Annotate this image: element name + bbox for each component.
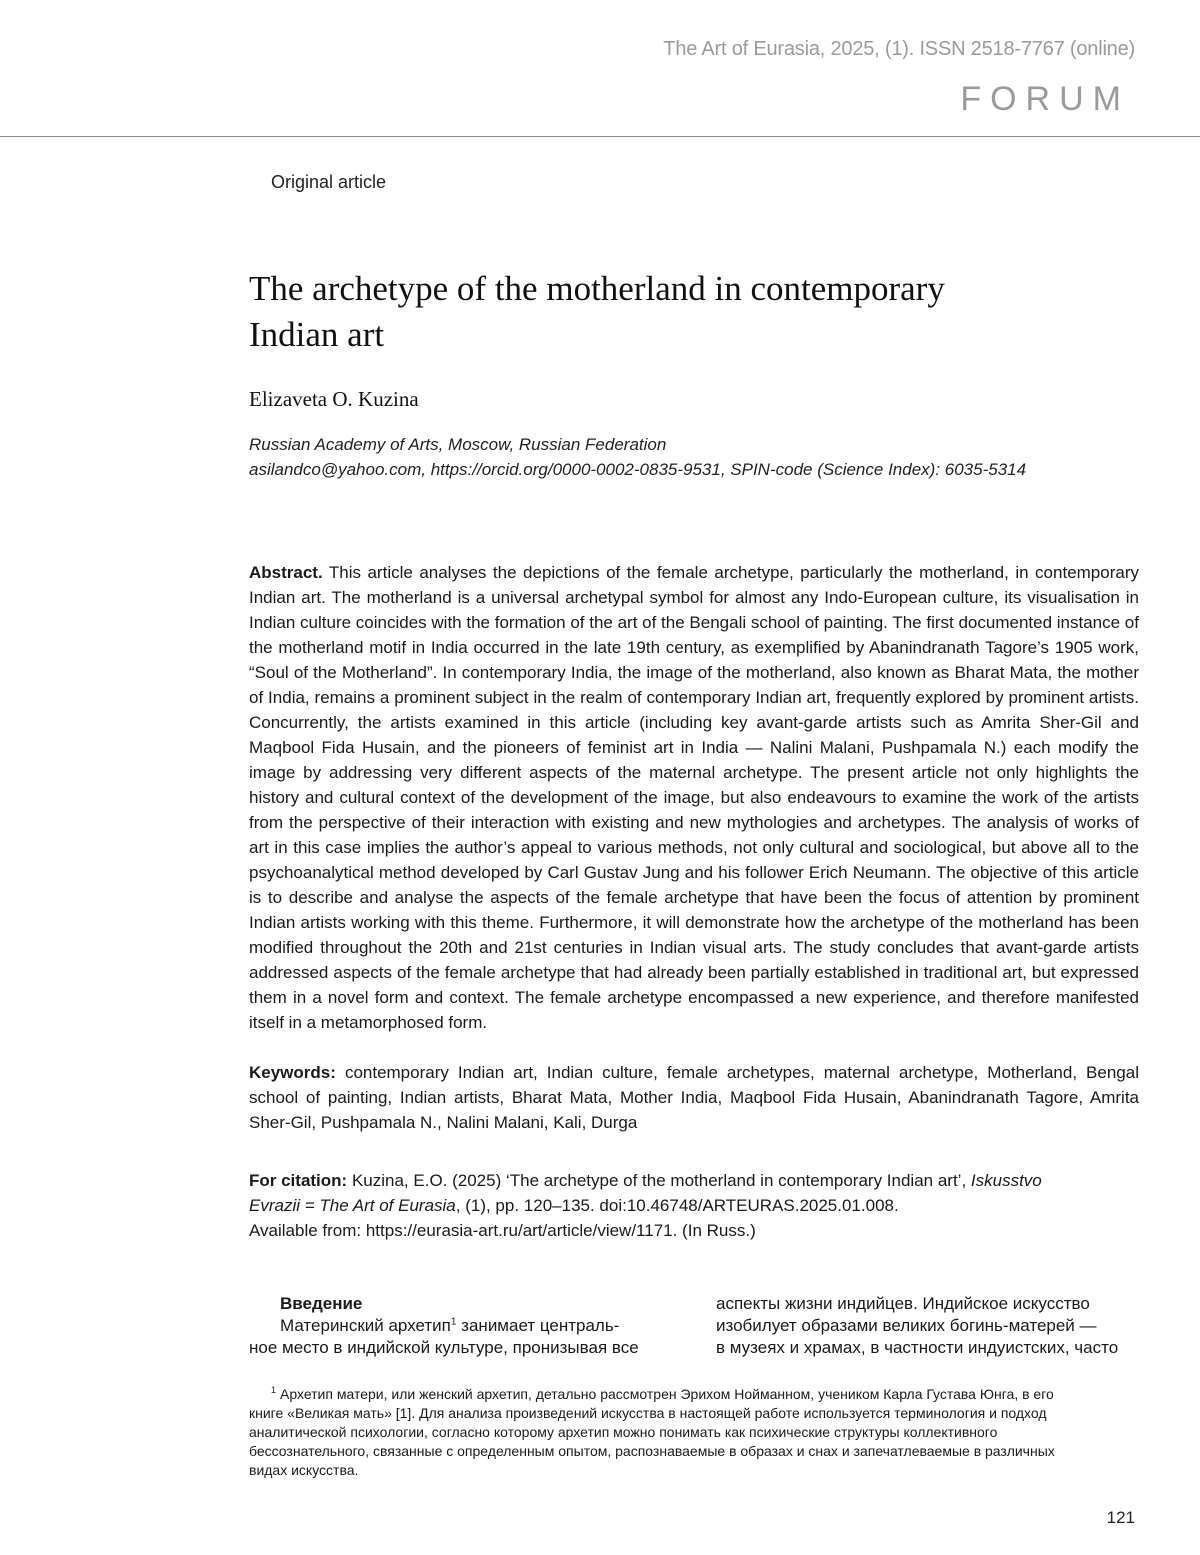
title-line-1: The archetype of the motherland in contemporary	[249, 269, 945, 308]
article-type: Original article	[271, 172, 387, 192]
body-line: аспекты жизни индийцев. Индийское искусство	[716, 1294, 1090, 1313]
author-name: Elizaveta O. Kuzina	[249, 387, 419, 411]
section-heading: Введение	[280, 1294, 363, 1313]
citation-journal-ru: Iskusstvo	[970, 1171, 1042, 1190]
citation-label: For citation:	[249, 1171, 348, 1190]
article-title	[249, 266, 1149, 358]
footnote-reference[interactable]: 1	[450, 1316, 457, 1328]
title-line-2: Indian art	[249, 315, 385, 354]
page-number: 121	[1106, 1508, 1135, 1527]
keywords-label: Keywords:	[249, 1063, 336, 1082]
journal-citation-header: The Art of Eurasia, 2025, (1). ISSN 2518-7767 (online)	[663, 38, 1135, 60]
abstract	[249, 560, 1139, 1035]
author-affiliation	[249, 432, 1149, 482]
body-line: в музеях и храмах, в частности индуистских, часто	[716, 1338, 1119, 1357]
footnote-text: Архетип матери, или женский архетип, детально рассмотрен Эрихом Нойманном, учеником Карла Густава Юнга, в его	[280, 1386, 1054, 1402]
citation-part-1: Kuzina, E.O. (2025) ‘The archetype of the motherland in contemporary Indian art’,	[351, 1171, 967, 1190]
keywords-text: contemporary Indian art, Indian culture, female archetypes, maternal archetype, Motherland, Bengal school of painting, Indian artists, Bharat Mata, Mother India, Maqbool Fida Husain, Abanindranath Tagore, Amrita Sher-Gil, Pushpamala N., Nalini Malani, Kali, Durga	[249, 1063, 1139, 1132]
affiliation-contacts: asilandco@yahoo.com, https://orcid.org/0000-0002-0835-9531, SPIN-code (Science Index): 6035-5314	[249, 460, 1027, 479]
keywords	[249, 1060, 1139, 1135]
citation-journal: Evrazii = The Art of Eurasia	[249, 1196, 456, 1215]
citation-part-2: , (1), pp. 120–135. doi:10.46748/ARTEURAS.2025.01.008.	[455, 1196, 899, 1215]
body-column-left	[249, 1293, 670, 1359]
abstract-label: Abstract.	[249, 563, 323, 582]
affiliation-institution: Russian Academy of Arts, Moscow, Russian Federation	[249, 435, 667, 454]
header-divider	[0, 136, 1200, 137]
footnote-text: книге «Великая мать» [1]. Для анализа произведений искусства в настоящей работе используется терминология и подход	[249, 1405, 1047, 1421]
body-line: изобилует образами великих богинь-матерей —	[716, 1316, 1097, 1335]
section-label: FORUM	[960, 80, 1130, 118]
abstract-text: This article analyses the depictions of the female archetype, particularly the motherland, in contemporary Indian art. The motherland is a universal archetypal symbol for almost any Indo-European culture, its visualisation in Indian culture coincides with the formation of the art of the Bengali school of painting. The first documented instance of the motherland motif in India occurred in the late 19th century, as exemplified by Abanindranath Tagore’s 1905 work, “Soul of the Motherland”. In contemporary India, the image of the motherland, also known as Bharat Mata, the mother of India, remains a prominent subject in the realm of contemporary Indian art, frequently explored by prominent artists. Concurrently, the artists examined in this article (including key avant-garde artists such as Amrita Sher-Gil and Maqbool Fida Husain, and the pioneers of feminist art in India — Nalini Malani, Pushpamala N.) each modify the image by addressing very different aspects of the maternal archetype. The present article not only highlights the history and cultural context of the development of the image, but also endeavours to examine the work of the artists from the perspective of their interaction with existing and new mythologies and archetypes. The analysis of works of art in this case implies the author’s appeal to various methods, not only cultural and sociological, but above all to the psychoanalytical method developed by Carl Gustav Jung and his follower Erich Neumann. The objective of this article is to describe and analyse the aspects of the female archetype that have been the focus of attention by prominent Indian artists working with this theme. Furthermore, it will demonstrate how the archetype of the motherland has been modified throughout the 20th and 21st centuries in Indian visual arts. The study concludes that avant-garde artists addressed aspects of the female archetype that had already been partially established in traditional art, but expressed them in a novel form and context. The female archetype encompassed a new experience, and therefore manifested itself in a metamorphosed form.	[249, 563, 1139, 1032]
footnote-text: бессознательного, связанные с определенным опытом, распознаваемые в образах и снах и запечатлеваемые в различных	[249, 1443, 1055, 1459]
footnote-text: видах искусства.	[249, 1462, 359, 1478]
body-column-right	[716, 1293, 1139, 1359]
footnote-text: аналитической психологии, согласно которому архетип можно понимать как психические структуры коллективного	[249, 1424, 998, 1440]
footnote-mark: 1	[271, 1385, 277, 1396]
body-text: занимает централь-	[456, 1316, 620, 1335]
footnote	[249, 1385, 1139, 1480]
body-text: Материнский архетип	[280, 1316, 451, 1335]
body-line: ное место в индийской культуре, пронизывая все	[249, 1338, 639, 1357]
citation	[249, 1168, 1139, 1243]
body-line	[249, 1315, 670, 1337]
citation-available-from: Available from: https://eurasia-art.ru/art/article/view/1171. (In Russ.)	[249, 1221, 756, 1240]
